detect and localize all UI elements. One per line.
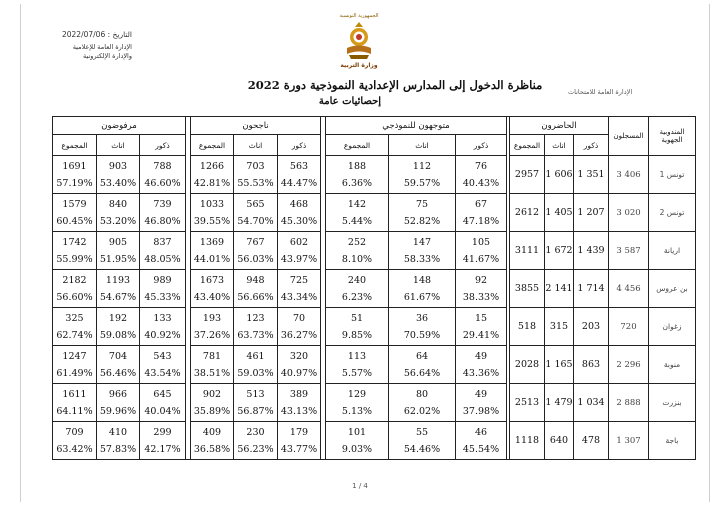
present-total-cell: 518 [510,308,545,346]
passed-total-count: 193 [202,312,222,324]
passed-male-cell [278,270,321,308]
heading-total-count: 51 [350,312,364,324]
refused-total-cell [53,384,97,422]
refused-female-count: 704 [108,350,128,362]
date-label: التاريخ : [107,30,132,39]
page-number: 1 / 4 [352,482,368,490]
refused-female-percent: 59.08% [99,329,137,341]
refused-total-percent: 60.45% [56,215,93,227]
heading-male-percent: 40.43% [462,177,500,189]
refused-female-percent: 56.46% [99,367,137,379]
present-total-cell: 3855 [510,270,545,308]
passed-male-percent: 43.34% [280,291,318,303]
heading-male-count: 105 [471,236,491,248]
passed-female-percent: 56.66% [237,291,274,303]
heading-male-percent: 43.36% [462,367,500,379]
date-value: 2022/07/06 [61,30,106,39]
passed-total-header: المجموع [191,135,234,156]
refused-total-cell [53,232,97,270]
passed-female-percent: 56.03% [237,253,274,265]
group-registered: المسجلون [609,117,649,156]
passed-female-count: 767 [246,236,265,248]
refused-total-percent: 55.99% [56,253,93,265]
present-female-cell: 640 [545,422,574,460]
passed-female-count: 565 [246,198,265,210]
passed-male-cell [278,346,321,384]
present-total-cell: 1118 [510,422,545,460]
present-female-cell: 1 479 [545,384,574,422]
passed-male-count: 320 [289,350,309,362]
table-row [53,422,696,460]
present-total-cell: 3111 [510,232,545,270]
region-name-cell: بنزرت [649,384,696,422]
refused-female-cell [97,270,140,308]
heading-total-count: 252 [347,236,367,248]
refused-total-cell [53,346,97,384]
heading-female-percent: 62.02% [403,405,441,417]
passed-female-cell [234,232,278,270]
passed-female-percent: 54.70% [237,215,274,227]
heading-female-cell [389,232,456,270]
present-female-header: اناث [545,135,574,156]
refused-male-count: 837 [153,236,172,248]
table-row [53,384,696,422]
refused-male-cell [140,384,186,422]
refused-female-cell [97,194,140,232]
refused-total-count: 709 [65,426,84,438]
present-male-cell: 1 439 [574,232,609,270]
heading-total-cell [326,346,389,384]
passed-male-percent: 43.97% [280,253,318,265]
heading-total-percent: 9.85% [341,329,373,341]
present-female-cell: 1 165 [545,346,574,384]
passed-male-percent: 45.30% [280,215,318,227]
passed-total-percent: 36.58% [193,443,231,455]
heading-total-count: 142 [347,198,367,210]
passed-male-count: 602 [289,236,309,248]
passed-female-percent: 56.87% [237,405,274,417]
refused-male-percent: 40.04% [144,405,181,417]
refused-total-count: 1579 [62,198,87,210]
refused-total-percent: 63.42% [56,443,93,455]
passed-female-percent: 59.03% [237,367,274,379]
heading-female-cell [389,270,456,308]
heading-female-cell [389,308,456,346]
heading-female-count: 148 [412,274,432,286]
passed-male-header: ذكور [278,135,321,156]
passed-male-percent: 40.97% [280,367,318,379]
refused-total-cell [53,422,97,460]
heading-total-cell [326,156,389,194]
refused-total-percent: 57.19% [56,177,93,189]
refused-male-count: 543 [153,350,172,362]
stats-table [52,116,696,460]
region-name-cell: باجة [649,422,696,460]
refused-male-cell [140,194,186,232]
heading-male-percent: 37.98% [462,405,500,417]
heading-total-cell [326,422,389,460]
region-name-cell: زغوان [649,308,696,346]
refused-female-percent: 59.96% [99,405,137,417]
passed-male-percent: 44.47% [280,177,318,189]
heading-total-count: 101 [347,426,367,438]
passed-total-count: 781 [202,350,222,362]
refused-male-percent: 45.33% [144,291,181,303]
present-female-cell: 1 405 [545,194,574,232]
refused-male-count: 989 [153,274,172,286]
passed-female-count: 123 [246,312,265,324]
refused-female-header: اناث [97,135,140,156]
heading-female-count: 75 [415,198,429,210]
heading-male-cell [456,156,507,194]
refused-female-count: 192 [108,312,128,324]
dept-line-1: الإدارة العامة للإعلامية [72,43,132,51]
refused-total-count: 1611 [62,388,87,400]
passed-total-cell [191,156,234,194]
passed-male-cell [278,422,321,460]
heading-male-count: 15 [474,312,488,324]
heading-male-percent: 41.67% [462,253,500,265]
logo-caption: وزارة التربية [340,62,378,69]
heading-total-percent: 5.44% [341,215,373,227]
heading-male-count: 76 [474,160,488,172]
heading-female-cell [389,422,456,460]
heading-total-count: 240 [347,274,367,286]
refused-total-cell [53,270,97,308]
refused-male-cell [140,232,186,270]
heading-male-cell [456,422,507,460]
refused-female-cell [97,422,140,460]
passed-male-count: 389 [289,388,309,400]
table-row [53,194,696,232]
refused-male-percent: 46.60% [144,177,181,189]
ministry-logo [335,10,383,70]
refused-total-header: المجموع [53,135,97,156]
table-row [53,156,696,194]
heading-female-count: 112 [412,160,432,172]
refused-male-cell [140,308,186,346]
heading-female-cell [389,346,456,384]
refused-male-cell [140,270,186,308]
passed-male-cell [278,384,321,422]
passed-female-cell [234,308,278,346]
passed-female-cell [234,422,278,460]
heading-female-header: اناث [389,135,456,156]
group-header-row [53,117,696,135]
heading-female-cell [389,194,456,232]
refused-female-cell [97,308,140,346]
heading-female-percent: 54.46% [403,443,441,455]
heading-total-count: 188 [347,160,367,172]
passed-male-cell [278,156,321,194]
refused-total-cell [53,156,97,194]
heading-male-count: 49 [474,388,488,400]
passed-male-cell [278,194,321,232]
exams-directorate-note: الإدارة العامة للامتحانات [568,88,633,96]
passed-female-cell [234,384,278,422]
heading-female-percent: 61.67% [403,291,441,303]
passed-total-percent: 39.55% [193,215,231,227]
heading-male-count: 67 [474,198,488,210]
passed-total-cell [191,422,234,460]
heading-male-cell [456,194,507,232]
passed-female-cell [234,156,278,194]
page-subtitle: إحصائيات عامة [318,96,382,107]
heading-female-count: 64 [415,350,429,362]
present-male-cell: 478 [574,422,609,460]
passed-female-percent: 56.23% [237,443,274,455]
heading-male-percent: 29.41% [462,329,500,341]
heading-male-percent: 38.33% [462,291,500,303]
passed-total-cell [191,384,234,422]
passed-male-percent: 36.27% [280,329,318,341]
passed-total-cell [191,232,234,270]
passed-female-percent: 63.73% [237,329,274,341]
passed-male-count: 725 [289,274,309,286]
date-line [40,30,132,39]
group-heading-to: متوجهون للنموذجي [326,117,507,135]
present-male-cell: 1 714 [574,270,609,308]
registered-cell: 3 587 [609,232,649,270]
registered-cell: 3 406 [609,156,649,194]
table-row [53,346,696,384]
region-name-cell: تونس 2 [649,194,696,232]
present-total-cell: 2957 [510,156,545,194]
passed-male-count: 179 [289,426,309,438]
heading-male-count: 46 [474,426,488,438]
refused-female-percent: 51.95% [99,253,137,265]
present-total-cell: 2028 [510,346,545,384]
heading-female-cell [389,156,456,194]
heading-male-cell [456,308,507,346]
region-name-cell: اريانة [649,232,696,270]
passed-total-count: 902 [202,388,222,400]
refused-male-count: 133 [153,312,172,324]
refused-female-count: 1193 [105,274,131,286]
refused-female-count: 410 [108,426,128,438]
passed-total-percent: 43.40% [193,291,231,303]
passed-male-cell [278,232,321,270]
heading-male-cell [456,346,507,384]
heading-total-cell [326,232,389,270]
refused-female-percent: 53.20% [99,215,137,227]
registered-cell: 2 296 [609,346,649,384]
heading-male-cell [456,384,507,422]
registered-cell: 4 456 [609,270,649,308]
present-female-cell: 1 672 [545,232,574,270]
passed-total-percent: 37.26% [193,329,231,341]
heading-female-percent: 70.59% [403,329,441,341]
refused-female-cell [97,232,140,270]
refused-male-count: 739 [153,198,172,210]
present-male-cell: 1 034 [574,384,609,422]
passed-total-count: 1369 [199,236,225,248]
heading-total-count: 113 [347,350,367,362]
heading-total-percent: 8.10% [341,253,373,265]
heading-total-percent: 6.36% [341,177,373,189]
passed-total-count: 1266 [199,160,225,172]
passed-male-count: 468 [289,198,309,210]
passed-female-header: اناث [234,135,278,156]
present-female-cell: 1 606 [545,156,574,194]
passed-female-cell [234,270,278,308]
refused-male-percent: 43.54% [144,367,181,379]
table-row [53,232,696,270]
refused-male-cell [140,346,186,384]
passed-total-cell [191,308,234,346]
registered-cell: 720 [609,308,649,346]
refused-total-percent: 56.60% [56,291,93,303]
passed-male-count: 563 [289,160,309,172]
refused-male-count: 299 [153,426,172,438]
refused-total-count: 2182 [62,274,87,286]
heading-total-cell [326,270,389,308]
refused-male-cell [140,422,186,460]
heading-female-percent: 52.82% [403,215,441,227]
heading-total-percent: 5.57% [341,367,373,379]
heading-female-percent: 58.33% [403,253,441,265]
heading-total-header: المجموع [326,135,389,156]
refused-female-cell [97,384,140,422]
heading-female-count: 80 [415,388,429,400]
present-female-cell: 315 [545,308,574,346]
passed-total-cell [191,194,234,232]
region-name-cell: منوبة [649,346,696,384]
group-region: المندوبية الجهوية [649,117,696,156]
group-present: الحاضرون [510,117,609,135]
refused-total-percent: 62.74% [56,329,93,341]
passed-female-count: 513 [246,388,265,400]
passed-female-cell [234,346,278,384]
refused-male-cell [140,156,186,194]
passed-female-cell [234,194,278,232]
dept-line-2: والإدارة الإلكترونية [83,52,132,60]
heading-total-percent: 6.23% [341,291,373,303]
refused-female-percent: 57.83% [99,443,137,455]
heading-total-percent: 5.13% [341,405,373,417]
passed-male-percent: 43.13% [280,405,318,417]
heading-male-header: ذكور [456,135,507,156]
refused-female-count: 903 [108,160,128,172]
refused-female-percent: 54.67% [99,291,137,303]
logo-header-text: الجمهورية التونسية [339,13,379,19]
passed-female-percent: 55.53% [237,177,274,189]
passed-female-count: 230 [246,426,265,438]
passed-total-percent: 42.81% [193,177,231,189]
region-name-cell: بن عروس [649,270,696,308]
refused-total-count: 1742 [62,236,87,248]
present-male-cell: 863 [574,346,609,384]
passed-male-cell [278,308,321,346]
refused-total-count: 1691 [62,160,87,172]
heading-male-percent: 45.54% [462,443,500,455]
refused-total-percent: 61.49% [56,367,93,379]
passed-total-percent: 35.89% [193,405,231,417]
refused-male-percent: 42.17% [144,443,181,455]
refused-total-percent: 64.11% [56,405,93,417]
passed-male-percent: 43.77% [280,443,318,455]
heading-female-percent: 59.57% [403,177,441,189]
passed-total-count: 1033 [199,198,225,210]
present-male-cell: 1 207 [574,194,609,232]
table-row [53,270,696,308]
present-male-header: ذكور [574,135,609,156]
refused-female-percent: 53.40% [99,177,137,189]
heading-female-cell [389,384,456,422]
present-total-cell: 2513 [510,384,545,422]
present-female-cell: 2 141 [545,270,574,308]
passed-female-count: 461 [246,350,265,362]
refused-male-percent: 48.05% [144,253,181,265]
heading-male-count: 49 [474,350,488,362]
heading-female-percent: 56.64% [403,367,441,379]
table-row [53,308,696,346]
refused-total-count: 325 [65,312,84,324]
passed-female-count: 948 [246,274,265,286]
passed-total-cell [191,270,234,308]
refused-total-cell [53,194,97,232]
passed-total-count: 409 [202,426,222,438]
passed-female-count: 703 [246,160,265,172]
region-name-cell: تونس 1 [649,156,696,194]
refused-male-percent: 40.92% [144,329,181,341]
page-title: مناظرة الدخول إلى المدارس الإعدادية النموذجية دورة 2022 [247,78,543,92]
heading-female-count: 36 [415,312,429,324]
heading-total-count: 129 [347,388,367,400]
present-total-header: المجموع [510,135,545,156]
heading-male-percent: 47.18% [462,215,500,227]
refused-total-cell [53,308,97,346]
refused-total-count: 1247 [62,350,87,362]
heading-total-cell [326,384,389,422]
registered-cell: 1 307 [609,422,649,460]
passed-total-cell [191,346,234,384]
passed-total-count: 1673 [199,274,225,286]
heading-female-count: 147 [412,236,432,248]
refused-female-count: 840 [108,198,128,210]
sub-header-row [53,135,696,156]
present-male-cell: 203 [574,308,609,346]
heading-male-cell [456,232,507,270]
refused-female-cell [97,346,140,384]
registered-cell: 3 020 [609,194,649,232]
refused-female-count: 905 [108,236,128,248]
present-male-cell: 1 351 [574,156,609,194]
heading-total-percent: 9.03% [341,443,373,455]
refused-male-header: ذكور [140,135,186,156]
refused-female-count: 966 [108,388,128,400]
heading-male-cell [456,270,507,308]
heading-total-cell [326,194,389,232]
heading-male-count: 92 [474,274,488,286]
heading-female-count: 55 [415,426,429,438]
date-block [40,30,132,61]
group-refused: مرفوضون [53,117,186,135]
refused-male-count: 645 [153,388,172,400]
present-total-cell: 2612 [510,194,545,232]
passed-total-percent: 44.01% [193,253,231,265]
passed-total-percent: 38.51% [193,367,231,379]
passed-male-count: 70 [292,312,306,324]
registered-cell: 2 888 [609,384,649,422]
group-passed: ناجحون [191,117,321,135]
refused-female-cell [97,156,140,194]
heading-total-cell [326,308,389,346]
refused-male-count: 788 [153,160,172,172]
refused-male-percent: 46.80% [144,215,181,227]
